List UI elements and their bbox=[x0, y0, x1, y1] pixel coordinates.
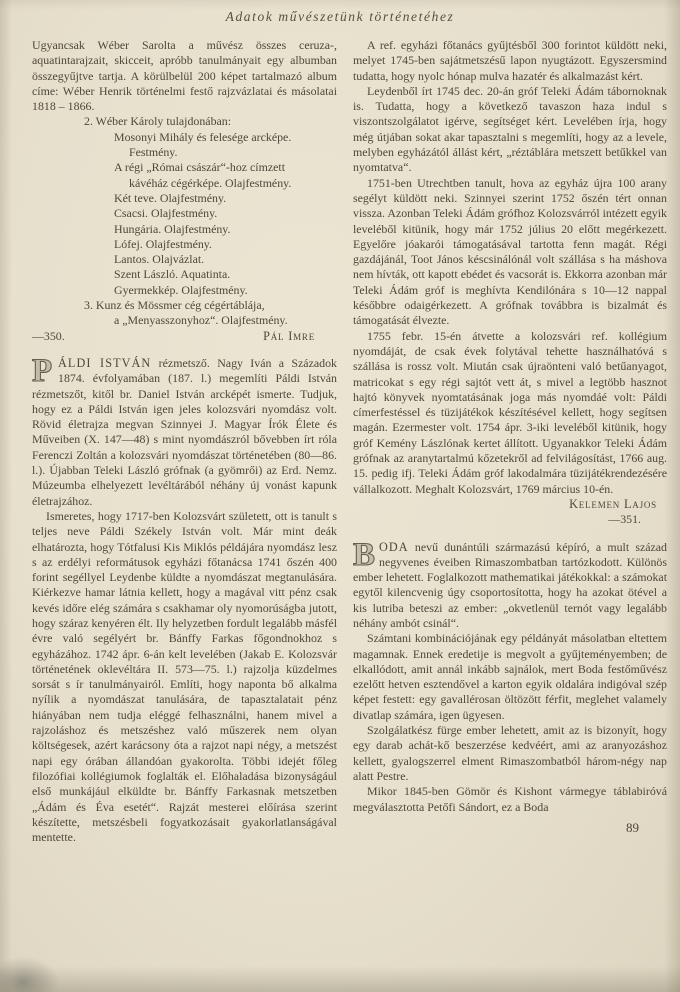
artwork-line: Lófej. Olajfestmény. bbox=[114, 236, 212, 251]
drop-cap-initial: P bbox=[32, 352, 53, 389]
page-number: 89 bbox=[626, 819, 639, 835]
paldi-paragraph-6: 1755 febr. 15-én átvette a kolozsvári ref. kollégium nyomdáját, de csak évek folytával tehette használhatóvá s szállása is rossz volt. Miután csak újraönteni való betűanyagot, matricokat s egy régi sajtót vett át, s mivel a legtöbb hasznot hajtó könyvek nyomtatásának joga más nyomdáé volt: Páldi címerfestéssel és tüzijátékok készítésével kellett, hogy segítsen magán. Ezermester volt. 1754 ápr. 3-iki leveléből kitünik, hogy gróf Kemény Lászlónak kertet állított. Ugyanakkor Teleki Ádám grófnak az aranytartalmú kőzetekről ad felvilágosítást, 1766 aug. 15. pedig ifj. Teleki Ádám gróf lakodalmára tüzijátékrendezésére vállalkozott. Meghalt Kolozsvárt, 1769 március 10-én. bbox=[353, 328, 667, 496]
artwork-line: Festmény. bbox=[129, 145, 178, 160]
boda-opening-paragraph bbox=[353, 536, 667, 632]
paldi-opening-paragraph bbox=[32, 352, 337, 509]
drop-cap-initial: B bbox=[353, 536, 376, 573]
paragraph-text: nevű dunántúli származású képíró, a mult század negyvenes éveiben Rimaszombatban tartózkodott. Különös ember lehetett. Foglalkozott mathematikai játékokkal: a számokat egytől kilencvenig úgy csoportosította, hogy ha azokat ötével a kis lutriba beteszi az ember: „okvetlenül ternót vagy legalább néhány ambót csinál“. bbox=[353, 539, 667, 630]
paldi-paragraph-4: Leydenből írt 1745 dec. 20-án gróf Teleki Ádám tábornoknak is. Tudatta, hogy a következő tavaszon haza indul s viszontszolgálatot igérve, segítséget kért. Levelében írja, hogy még útjában sokat akar tapasztalni s megemlíti, hogy az a levele, melyben egyházától állást kért, „réztáblára metszett betűkkel van nyomtatva“. bbox=[353, 83, 667, 175]
list-heading-2: 2. Wéber Károly tulajdonában: bbox=[84, 114, 232, 129]
boda-paragraph-3: Szolgálatkész fürge ember lehetett, amit az is bizonyít, hogy egy darab achát-kő beszerzése kedvéért, ami az aranyozáshoz kellett, gyalogszerrel elment Rimaszombatból három-négy nap alatt Pestre. bbox=[353, 723, 667, 783]
list-heading-3: 3. Kunz és Mössmer cég cégértáblája, bbox=[84, 298, 265, 313]
reference-row-350 bbox=[32, 329, 337, 344]
paldi-paragraph-3: A ref. egyházi főtanács gyűjtésből 300 forintot küldött neki, melyet 1745-ben sajátmetszésű lapon nyugtázott. Egyszersmind tudatta, hogy nyolc hónap mulva hazatér és alkalmazást kért. bbox=[353, 38, 667, 83]
paldi-paragraph-5: 1751-ben Utrechtben tanult, hova az egyház újra 100 arany segélyt küldött neki. Szinnyei szerint 1752 őszén tért onnan vissza. Azonban Teleki Ádám grófhoz Kolozsvárról intézett egyik leveléből kitünik, hogy már 1752 július 20 előtt megérkezett. Egyelőre jóakarói támogatásával tartotta fenn magát. Régi gazdájánál, Toot János késcsinálónál volt szállása s ha máshova nem hívták, ott kapott ebédet és vacsorát is. Ekkorra azonban már Teleki Ádám gróf is meghívta Kendilónára s 10—12 nappal későbbre odaigérkezett. A grófnak továbbra is bizalmát és támogatását élvezte. bbox=[353, 175, 667, 328]
paragraph-text: rézmetsző. Nagy Iván a Századok 1874. évfolyamában (187. l.) megemlíti Páldi István rézmetszőt, kitől br. Daniel István arcképét ismerte. Tudjuk, hogy ez a Páldi István igen jeles kolozsvári nyomdász volt. Rövid életrajza megvan Szinnyei J. Magyar Írók Élete és Műveiben (X. 147—48) s mint nyomdászról bővebben írt róla Ferenczi Zoltán a kolozsvári nyomdászat történetében (80—86. l.). Újabban Teleki László grófnak (a gyömrői) az Erd. Nemz. Múzeumba elhelyezett levéltárából néhány új vonást kapunk életrajzához. bbox=[32, 355, 337, 508]
paldi-paragraph-2: Ismeretes, hogy 1717-ben Kolozsvárt született, ott is tanult s teljes neve Páldi Székely István volt. Már mint deák elhatározta, hogy Tótfalusi Kis Miklós példájára nyomdász lesz s az erdélyi reformátusok egyházi főtanácsa 1741 őszén 400 forint segéllyel Leydenbe küldte a nyomdászat megtanulására. Kiérkezve hamar látnia kellett, hogy a magával vitt pénz csak kevés időre elég számára s csakhamar oly nyomorúságba jutott, hogy száraz kenyéren élt. Ily helyzetben fordult legalább másfél évre való segélyért br. Bánffy Farkas főgondnokhoz s egyházához. 1742 ápr. 6-án kelt levelében (Jakab E. Kolozsvár történetének oklevéltára II. 573—75. l.) rajzolja küzdelmes sorsát s ír tanulmányairól. Említi, hogy naponta bő alkalma nyílik a nyomdászat tanulására, de tapasztalatait pénz hiányában nem tudja eléggé felhasználni, hanem mivel a rajzoláshoz és metszéshez való műszerek nem olyan költségesek, azért karácsony óta a rajzot napi négy, a metszést napi egy órában állandóan gyakorolta. Többi idejét főleg filozófiai kollégiumok foglalták el. Előhaladása bizonyságául első munkájául elküldte br. Bánffy Farkasnak metszetben „Ádám és Éva esetét“. Rajzát mesterei előírása szerint készítette, metszésbeli fogyatkozásait gyakorlatlanságával mentette. bbox=[32, 508, 337, 845]
artwork-line: Szent László. Aquatinta. bbox=[114, 267, 231, 282]
artwork-line: Lantos. Olajvázlat. bbox=[114, 252, 205, 267]
artwork-line: Hungária. Olajfestmény. bbox=[114, 221, 231, 236]
author-signature: Kelemen Lajos bbox=[569, 496, 657, 511]
artwork-line: Mosonyi Mihály és felesége arcképe. bbox=[114, 129, 292, 144]
article-subject-name: ÁLDI ISTVÁN bbox=[58, 355, 152, 370]
artwork-line: Gyermekkép. Olajfestmény. bbox=[114, 282, 248, 297]
reference-number: —351. bbox=[608, 512, 641, 527]
right-column bbox=[353, 38, 667, 845]
reference-row-351 bbox=[353, 512, 667, 527]
paldi-article bbox=[32, 352, 337, 846]
boda-paragraph-2: Számtani kombinációjának egy példányát másolatban eltettem magamnak. Ennek eredetije is megvolt a gyűjteményemben; de elkallódott, amit annál inkább sajnálok, mert Boda festőművész ezelőtt hetven esztendővel a karton egyik oldalára indigóval szép képet festett: egy gavallérosan öltözött férfit, meglehet valamely divatlap számára, igen ügyesen. bbox=[353, 631, 667, 722]
boda-article bbox=[353, 536, 667, 815]
boda-paragraph-4: Mikor 1845-ben Gömör és Kishont vármegye táblabiróvá megválasztotta Petőfi Sándort, ez a Boda bbox=[353, 784, 667, 814]
reference-number: —350. bbox=[32, 328, 65, 343]
left-column bbox=[32, 38, 337, 845]
artwork-line: A régi „Római császár“-hoz címzett bbox=[114, 160, 286, 175]
running-header: Adatok művészetünk történetéhez bbox=[225, 9, 455, 24]
intro-paragraph: Ugyancsak Wéber Sarolta a művész összes ceruza-, aquatintarajzait, skicceit, apróbb tanulmányait egy albumban összegyűjtve tartja. A körülbelül 200 képet tartalmazó album címe: Wéber Henrik történelmi festő rajzvázlatai és másolatai 1818 – 1866. bbox=[32, 38, 337, 114]
article-subject-name: ODA bbox=[379, 539, 409, 554]
author-signature: Pál Imre bbox=[263, 328, 315, 343]
artwork-line: kávéház cégérképe. Olajfestmény. bbox=[129, 175, 292, 190]
artwork-line: Csacsi. Olajfestmény. bbox=[114, 206, 218, 221]
author-signature-row bbox=[353, 497, 667, 512]
artwork-line: a „Menyasszonyhoz“. Olajfestmény. bbox=[114, 313, 288, 328]
two-column-body bbox=[0, 25, 680, 845]
artwork-line: Két teve. Olajfestmény. bbox=[114, 190, 227, 205]
